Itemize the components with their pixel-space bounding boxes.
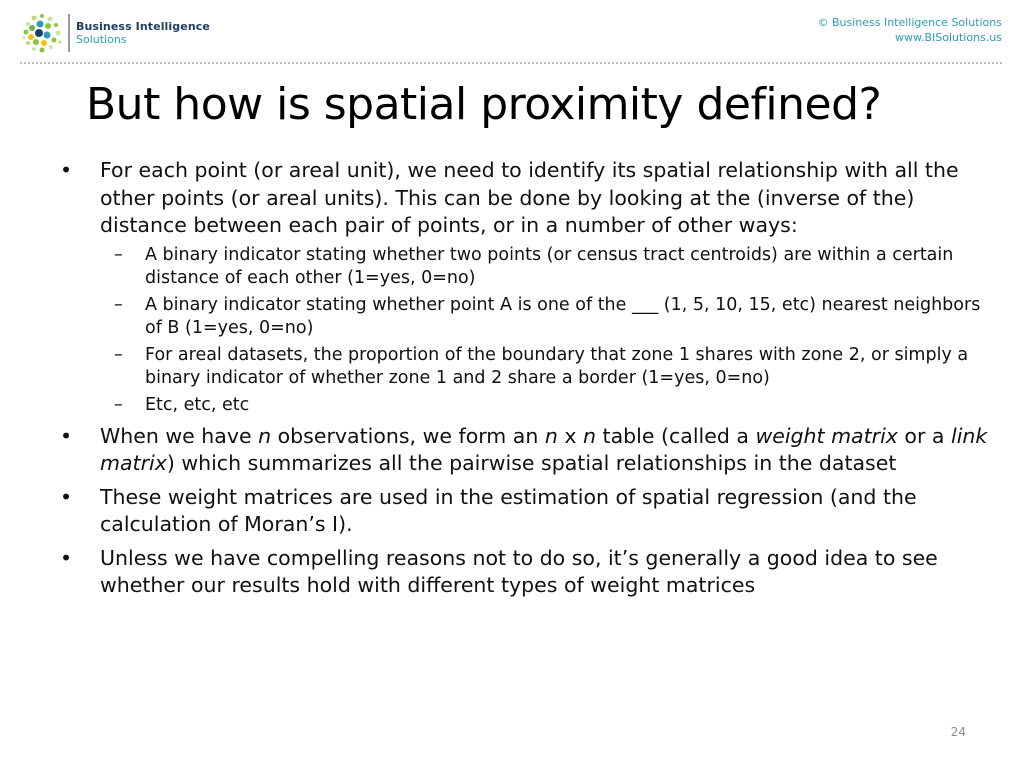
bullet-marker: • [60,158,73,182]
bullet-marker: • [60,423,73,448]
slide-title: But how is spatial proximity defined? [86,79,882,130]
italic-run: n [258,423,272,448]
text-run: When we have [100,423,259,448]
bullet-item [58,157,988,417]
text-run: x [557,423,584,448]
bullet-text [100,424,987,476]
copyright-block [817,15,1002,45]
website-link[interactable]: www.BISolutions.us [894,31,1002,44]
bullet-item [58,545,988,600]
sub-bullet-text: A binary indicator stating whether two points (or census tract centroids) are within a certain distance of each other (1=yes, 0=no) [145,244,954,288]
italic-run: n [583,423,597,448]
sub-bullet-item [100,294,988,340]
bullet-text: These weight matrices are used in the estimation of spatial regression (and the calculation of Moran’s I). [100,484,917,536]
sub-bullet-marker: – [114,394,123,415]
sub-bullet-marker: – [114,244,123,265]
logo-title: Business Intelligence [76,20,210,33]
bullet-text: For each point (or areal unit), we need to identify its spatial relationship with all the other points (or areal units). This can be done by looking at the (inverse of the) distance between each pair of points, or in a number of other ways: [100,158,959,237]
sub-bullet-item [100,394,988,417]
sub-bullet-marker: – [114,344,123,365]
italic-run: weight matrix [755,423,898,448]
company-logo [20,8,210,58]
sub-bullet-text: Etc, etc, etc [145,394,250,415]
bullet-marker: • [60,545,73,570]
logo-mark-icon [20,10,66,56]
sub-bullet-item [100,244,988,290]
sub-bullet-marker: – [114,294,123,315]
copyright-line: © Business Intelligence Solutions [817,16,1002,29]
bullet-item [58,484,988,539]
sub-bullet-text: For areal datasets, the proportion of the boundary that zone 1 shares with zone 2, or simply a binary indicator of whether zone 1 and 2 share a border (1=yes, 0=no) [145,344,969,388]
text-run: or a [897,423,951,448]
header-divider [20,62,1002,64]
logo-subtitle: Solutions [76,33,127,46]
bullet-marker: • [60,484,73,509]
text-run: observations, we form an [271,423,545,448]
sub-bullet-text: A binary indicator stating whether point A is one of the ___ (1, 5, 10, 15, etc) nearest neighbors of B (1=yes, 0=no) [145,294,981,338]
sub-bullet-list [100,244,988,417]
bullet-item [58,423,988,478]
logo-text [76,21,210,45]
sub-bullet-item [100,344,988,390]
text-run: table (called a [596,423,756,448]
logo-divider [68,14,70,52]
italic-run: link matrix [100,423,988,475]
text-run: ) which summarizes all the pairwise spatial relationships in the dataset [166,451,897,475]
page-number: 24 [950,725,966,739]
italic-run: n [544,423,558,448]
bullet-list [58,157,988,606]
bullet-text: Unless we have compelling reasons not to do so, it’s generally a good idea to see whether our results hold with different types of weight matrices [100,545,938,597]
